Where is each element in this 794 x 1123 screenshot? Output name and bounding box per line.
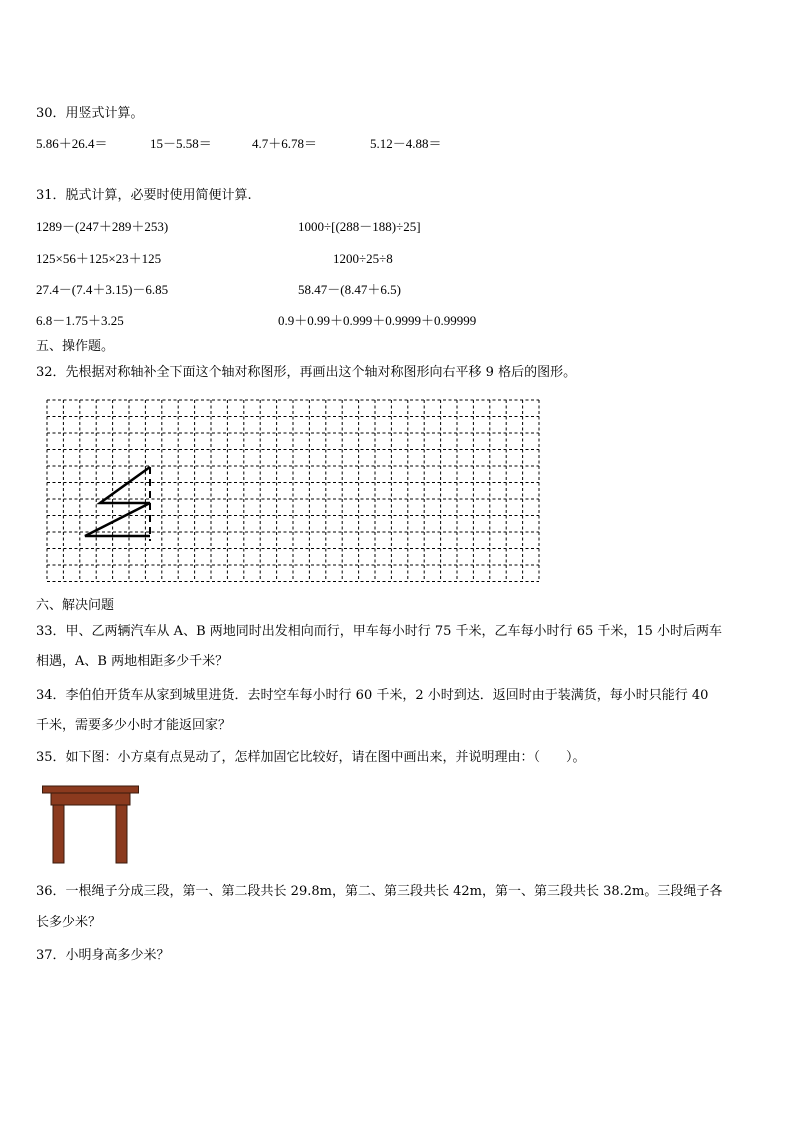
q31-expr-3a: 27.4－(7.4＋3.15)－6.85 — [36, 282, 169, 297]
half-figure — [85, 467, 150, 536]
q34-line-1: 34．李伯伯开货车从家到城里进货．去时空车每小时行 60 千米，2 小时到达．返回时由于装满货，每小时只能行 40 — [36, 688, 709, 703]
table-leg-right — [116, 805, 127, 863]
q30-title: 30．用竖式计算。 — [36, 106, 144, 121]
q31-expr-1a: 1289－(247＋289＋253) — [36, 219, 169, 234]
q31-expr-1b: 1000÷[(288－188)÷25] — [298, 219, 421, 234]
q36-line-2: 长多少米？ — [36, 915, 102, 930]
q31-expr-3b: 58.47－(8.47＋6.5) — [298, 282, 401, 297]
q30-item-2: 15－5.58＝ — [150, 136, 212, 151]
table-apron — [51, 793, 130, 805]
q32-text: 32．先根据对称轴补全下面这个轴对称图形，再画出这个轴对称图形向右平移 9 格后的图形。 — [36, 365, 577, 380]
table-top — [43, 786, 139, 793]
dashed-grid — [47, 400, 539, 582]
q34-line-2: 千米，需要多少小时才能返回家？ — [36, 718, 232, 733]
section-6-heading: 六、解决问题 — [36, 598, 115, 613]
section-5-heading: 五、操作题。 — [36, 339, 115, 354]
q36-line-1: 36．一根绳子分成三段，第一、第二段共长 29.8m，第二、第三段共长 42m，第一、第三段共长 38.2m。三段绳子各 — [36, 884, 723, 899]
q31-title: 31．脱式计算，必要时使用简便计算. — [36, 188, 252, 203]
q30-item-1: 5.86＋26.4＝ — [36, 136, 108, 151]
q31-expr-2b: 1200÷25÷8 — [333, 251, 393, 266]
square-table-illustration — [42, 784, 142, 866]
q37-text: 37．小明身高多少米？ — [36, 948, 170, 963]
q33-line-2: 相遇，A、B 两地相距多少千米？ — [36, 654, 229, 669]
q31-expr-4b: 0.9＋0.99＋0.999＋0.9999＋0.99999 — [278, 313, 477, 328]
q31-expr-4a: 6.8－1.75＋3.25 — [36, 313, 124, 328]
q33-line-1: 33．甲、乙两辆汽车从 A、B 两地同时出发相向而行，甲车每小时行 75 千米，乙车每小时行 65 千米，15 小时后两车 — [36, 624, 723, 639]
q31-expr-2a: 125×56＋125×23＋125 — [36, 251, 162, 266]
q30-item-3: 4.7＋6.78＝ — [252, 136, 318, 151]
q30-item-4: 5.12－4.88＝ — [370, 136, 442, 151]
q35-text: 35．如下图：小方桌有点晃动了，怎样加固它比较好，请在图中画出来，并说明理由：（ ）。 — [36, 750, 586, 765]
table-leg-left — [53, 805, 64, 863]
